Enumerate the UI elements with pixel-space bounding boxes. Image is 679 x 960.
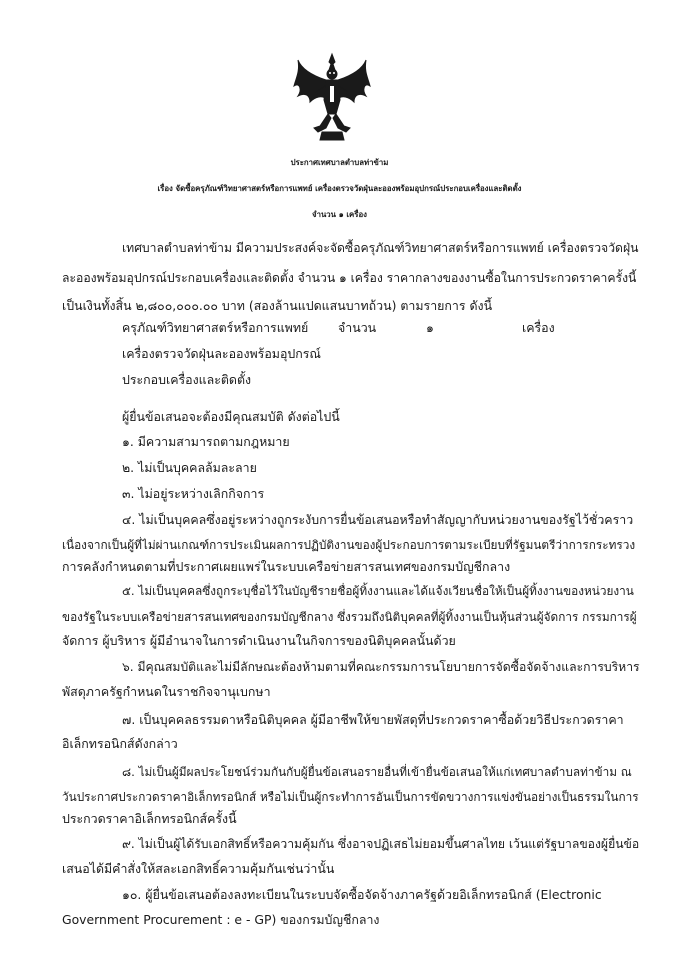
intro-line: ละอองพร้อมอุปกรณ์ประกอบเครื่องและติดตั้ง จำนวน ๑ เครื่อง ราคากลางของงานซื้อในการประกวดราคาครั้งนี้ <box>62 271 637 285</box>
item-name-line: ประกอบเครื่องและติดตั้ง <box>122 372 252 387</box>
qualification-line: เสนอได้มีคำสั่งให้สละเอกสิทธิ์ความคุ้มกันเช่นว่านั้น <box>62 861 335 876</box>
qualification-line: ๖. มีคุณสมบัติและไม่มีลักษณะต้องห้ามตามที่คณะกรรมการนโยบายการจัดซื้อจัดจ้างและการบริหาร <box>122 660 640 674</box>
announcement-subject: เรื่อง จัดซื้อครุภัณฑ์วิทยาศาสตร์หรือการแพทย์ เครื่องตรวจวัดฝุ่นละอองพร้อมอุปกรณ์ประกอบเครื่องและติดตั้ง <box>157 184 522 193</box>
qualifications-title: ผู้ยื่นข้อเสนอจะต้องมีคุณสมบัติ ดังต่อไปนี้ <box>122 409 340 424</box>
qualification-line: วันประกาศประกวดราคาอิเล็กทรอนิกส์ หรือไม่เป็นผู้กระทำการอันเป็นการขัดขวางการแข่งขันอย่างเป็นธรรมในการ <box>62 790 639 804</box>
qualification-line: อิเล็กทรอนิกส์ดังกล่าว <box>62 736 178 751</box>
intro-line: เป็นเงินทั้งสิ้น ๒,๘๐๐,๐๐๐.๐๐ บาท (สองล้านแปดแสนบาทถ้วน) ตามรายการ ดังนี้ <box>62 298 493 313</box>
qualification-line: Government Procurement : e - GP) ของกรมบัญชีกลาง <box>62 912 380 927</box>
qualification-line: ๒. ไม่เป็นบุคคลล้มละลาย <box>122 460 257 475</box>
qualification-line: ๙. ไม่เป็นผู้ได้รับเอกสิทธิ์หรือความคุ้มกัน ซึ่งอาจปฏิเสธไม่ยอมขึ้นศาลไทย เว้นแต่รัฐบาลของผู้ยื่นข้อ <box>122 837 640 851</box>
qualification-line: ๔. ไม่เป็นบุคคลซึ่งอยู่ระหว่างถูกระงับการยื่นข้อเสนอหรือทำสัญญากับหน่วยงานของรัฐไว้ชั่วคราว <box>122 512 634 527</box>
qualification-line: ๓. ไม่อยู่ระหว่างเลิกกิจการ <box>122 486 265 501</box>
item-name-line: ครุภัณฑ์วิทยาศาสตร์หรือการแพทย์ <box>122 320 309 335</box>
announcement-org: ประกาศเทศบาลตำบลท่าข้าม <box>290 158 389 167</box>
qualification-line: ๑๐. ผู้ยื่นข้อเสนอต้องลงทะเบียนในระบบจัดซื้อจัดจ้างภาครัฐด้วยอิเล็กทรอนิกส์ (Electronic <box>122 887 602 902</box>
qualification-line: การคลังกำหนดตามที่ประกาศเผยแพร่ในระบบเครือข่ายสารสนเทศของกรมบัญชีกลาง <box>62 559 511 574</box>
garuda-emblem-icon <box>292 52 372 144</box>
qualification-line: ๘. ไม่เป็นผู้มีผลประโยชน์ร่วมกันกับผู้ยื่นข้อเสนอรายอื่นที่เข้ายื่นข้อเสนอให้แก่เทศบาลตำบลท่าข้าม ณ <box>122 765 632 779</box>
qualification-line: ประกวดราคาอิเล็กทรอนิกส์ครั้งนี้ <box>62 811 237 826</box>
qualification-line: ๕. ไม่เป็นบุคคลซึ่งถูกระบุชื่อไว้ในบัญชีรายชื่อผู้ทิ้งงานและได้แจ้งเวียนชื่อให้เป็นผู้ทิ้งงานของหน่วยงาน <box>122 584 634 598</box>
qualification-line: ของรัฐในระบบเครือข่ายสารสนเทศของกรมบัญชีกลาง ซึ่งรวมถึงนิติบุคคลที่ผู้ทิ้งงานเป็นหุ้นส่วนผู้จัดการ กรรมการผู้ <box>62 610 637 624</box>
item-qty-label: จำนวน <box>338 320 377 335</box>
item-name-line: เครื่องตรวจวัดฝุ่นละอองพร้อมอุปกรณ์ <box>122 346 321 361</box>
announcement-quantity: จำนวน ๑ เครื่อง <box>312 210 367 219</box>
item-unit: เครื่อง <box>522 320 555 335</box>
qualification-line: ๗. เป็นบุคคลธรรมดาหรือนิติบุคคล ผู้มีอาชีพให้ขายพัสดุที่ประกวดราคาซื้อด้วยวิธีประกวดราคา <box>122 712 624 727</box>
qualification-line: เนื่องจากเป็นผู้ที่ไม่ผ่านเกณฑ์การประเมินผลการปฏิบัติงานของผู้ประกอบการตามระเบียบที่รัฐมนตรีว่าการกระทรวง <box>62 538 636 552</box>
qualification-line: พัสดุภาครัฐกำหนดในราชกิจจานุเบกษา <box>62 684 271 699</box>
intro-line: เทศบาลตำบลท่าข้าม มีความประสงค์จะจัดซื้อครุภัณฑ์วิทยาศาสตร์หรือการแพทย์ เครื่องตรวจวัดฝุ่น <box>122 241 639 255</box>
qualification-line: จัดการ ผู้บริหาร ผู้มีอำนาจในการดำเนินงานในกิจการของนิติบุคคลนั้นด้วย <box>62 633 456 648</box>
qualification-line: ๑. มีความสามารถตามกฎหมาย <box>122 434 290 449</box>
item-qty: ๑ <box>426 320 434 335</box>
